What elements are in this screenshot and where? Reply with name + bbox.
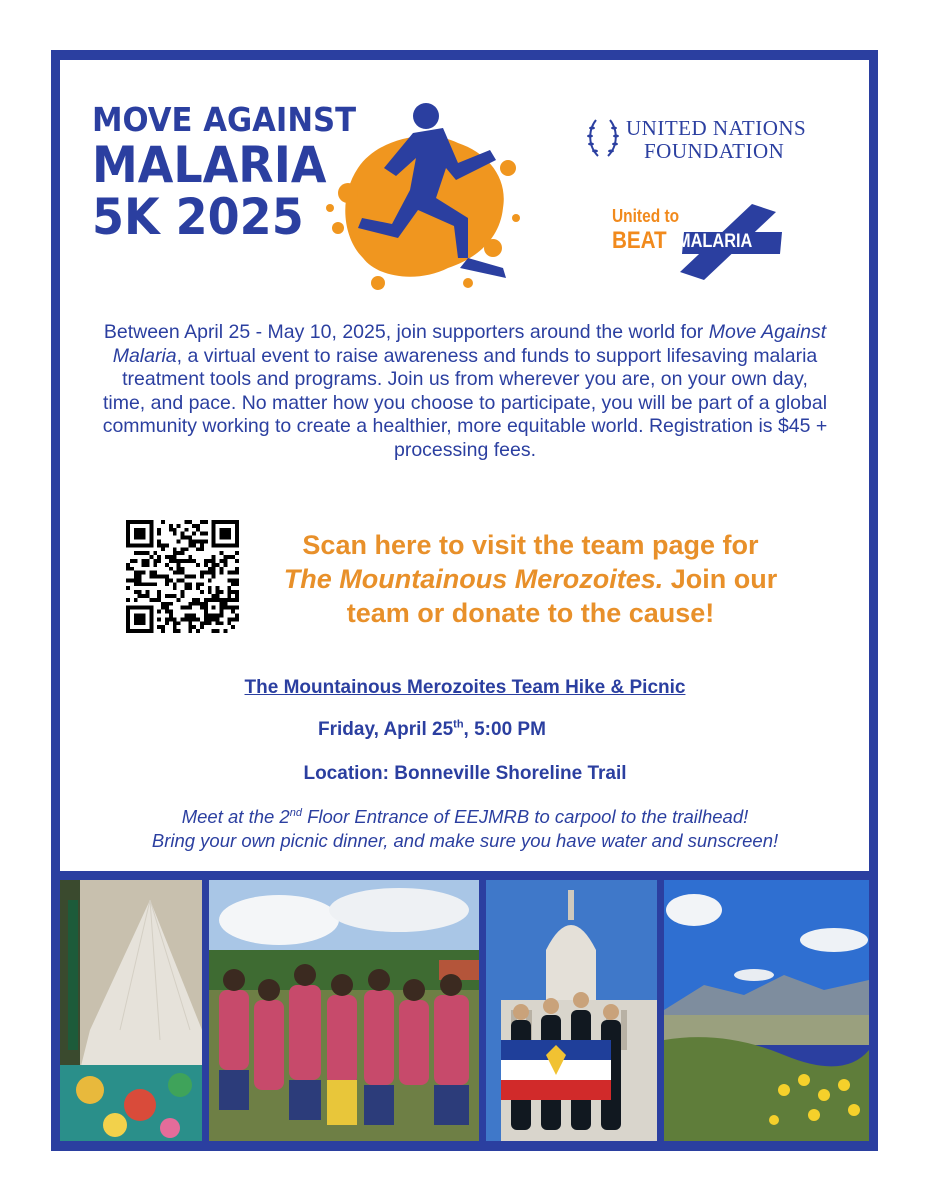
- qr-code[interactable]: [126, 520, 239, 633]
- un-emblem-icon: [586, 114, 620, 160]
- ubm-beat: BEAT: [612, 227, 667, 254]
- title-line-3: 5K 2025: [92, 188, 304, 246]
- title-line-2: MALARIA: [92, 136, 327, 194]
- photo-bed-net: [60, 880, 202, 1141]
- meet-instructions: [90, 805, 840, 853]
- ubm-malaria: MALARIA: [677, 231, 753, 252]
- date-sup: th: [453, 718, 464, 731]
- intro-event-name: Move Against Malaria: [112, 321, 827, 367]
- ubm-united-to: United to: [612, 206, 680, 226]
- intro-paragraph: [100, 321, 830, 463]
- hike-title: The Mountainous Merozoites Team Hike & Picnic: [244, 677, 686, 698]
- meet-prefix: Meet at the 2: [181, 806, 290, 827]
- event-date: [318, 719, 546, 741]
- scan-part-2: Join our team or donate to the cause!: [346, 564, 778, 628]
- event-title: [92, 100, 376, 246]
- meet-line-2: Bring your own picnic dinner, and make sure you have water and sunscreen!: [151, 830, 779, 851]
- team-name: The Mountainous Merozoites.: [283, 564, 664, 594]
- intro-part-2: , a virtual event to raise awareness and funds to support lifesaving malaria treatment tools and programs. Join us from wherever you are, on your own day, time, and pace. No matter how you choose to participate, you will be part of a global community working to create a healthier, more equitable world. Registration is $45 + processing fees.: [102, 344, 828, 461]
- photo-mountain-valley: [664, 880, 869, 1141]
- un-name-line-1: UNITED NATIONS: [626, 116, 807, 140]
- title-line-1: MOVE AGAINST: [92, 100, 357, 139]
- un-foundation-logo: [586, 112, 816, 164]
- scan-instructions: [258, 528, 803, 630]
- united-to-beat-malaria-logo: [612, 202, 792, 282]
- meet-sup: nd: [289, 806, 302, 819]
- meet-line-1-rest: Floor Entrance of EEJMRB to carpool to the trailhead!: [301, 806, 749, 827]
- date-prefix: Friday, April 25: [318, 719, 454, 740]
- date-suffix: , 5:00 PM: [463, 719, 546, 740]
- un-name-line-2: FOUNDATION: [644, 139, 785, 163]
- photo-school-children: [209, 880, 479, 1141]
- photo-capitol: [486, 880, 657, 1141]
- event-location: Location: Bonneville Shoreline Trail: [303, 763, 627, 784]
- intro-part-1: Between April 25 - May 10, 2025, join supporters around the world for: [103, 321, 709, 343]
- scan-part-1: Scan here to visit the team page for: [302, 530, 759, 560]
